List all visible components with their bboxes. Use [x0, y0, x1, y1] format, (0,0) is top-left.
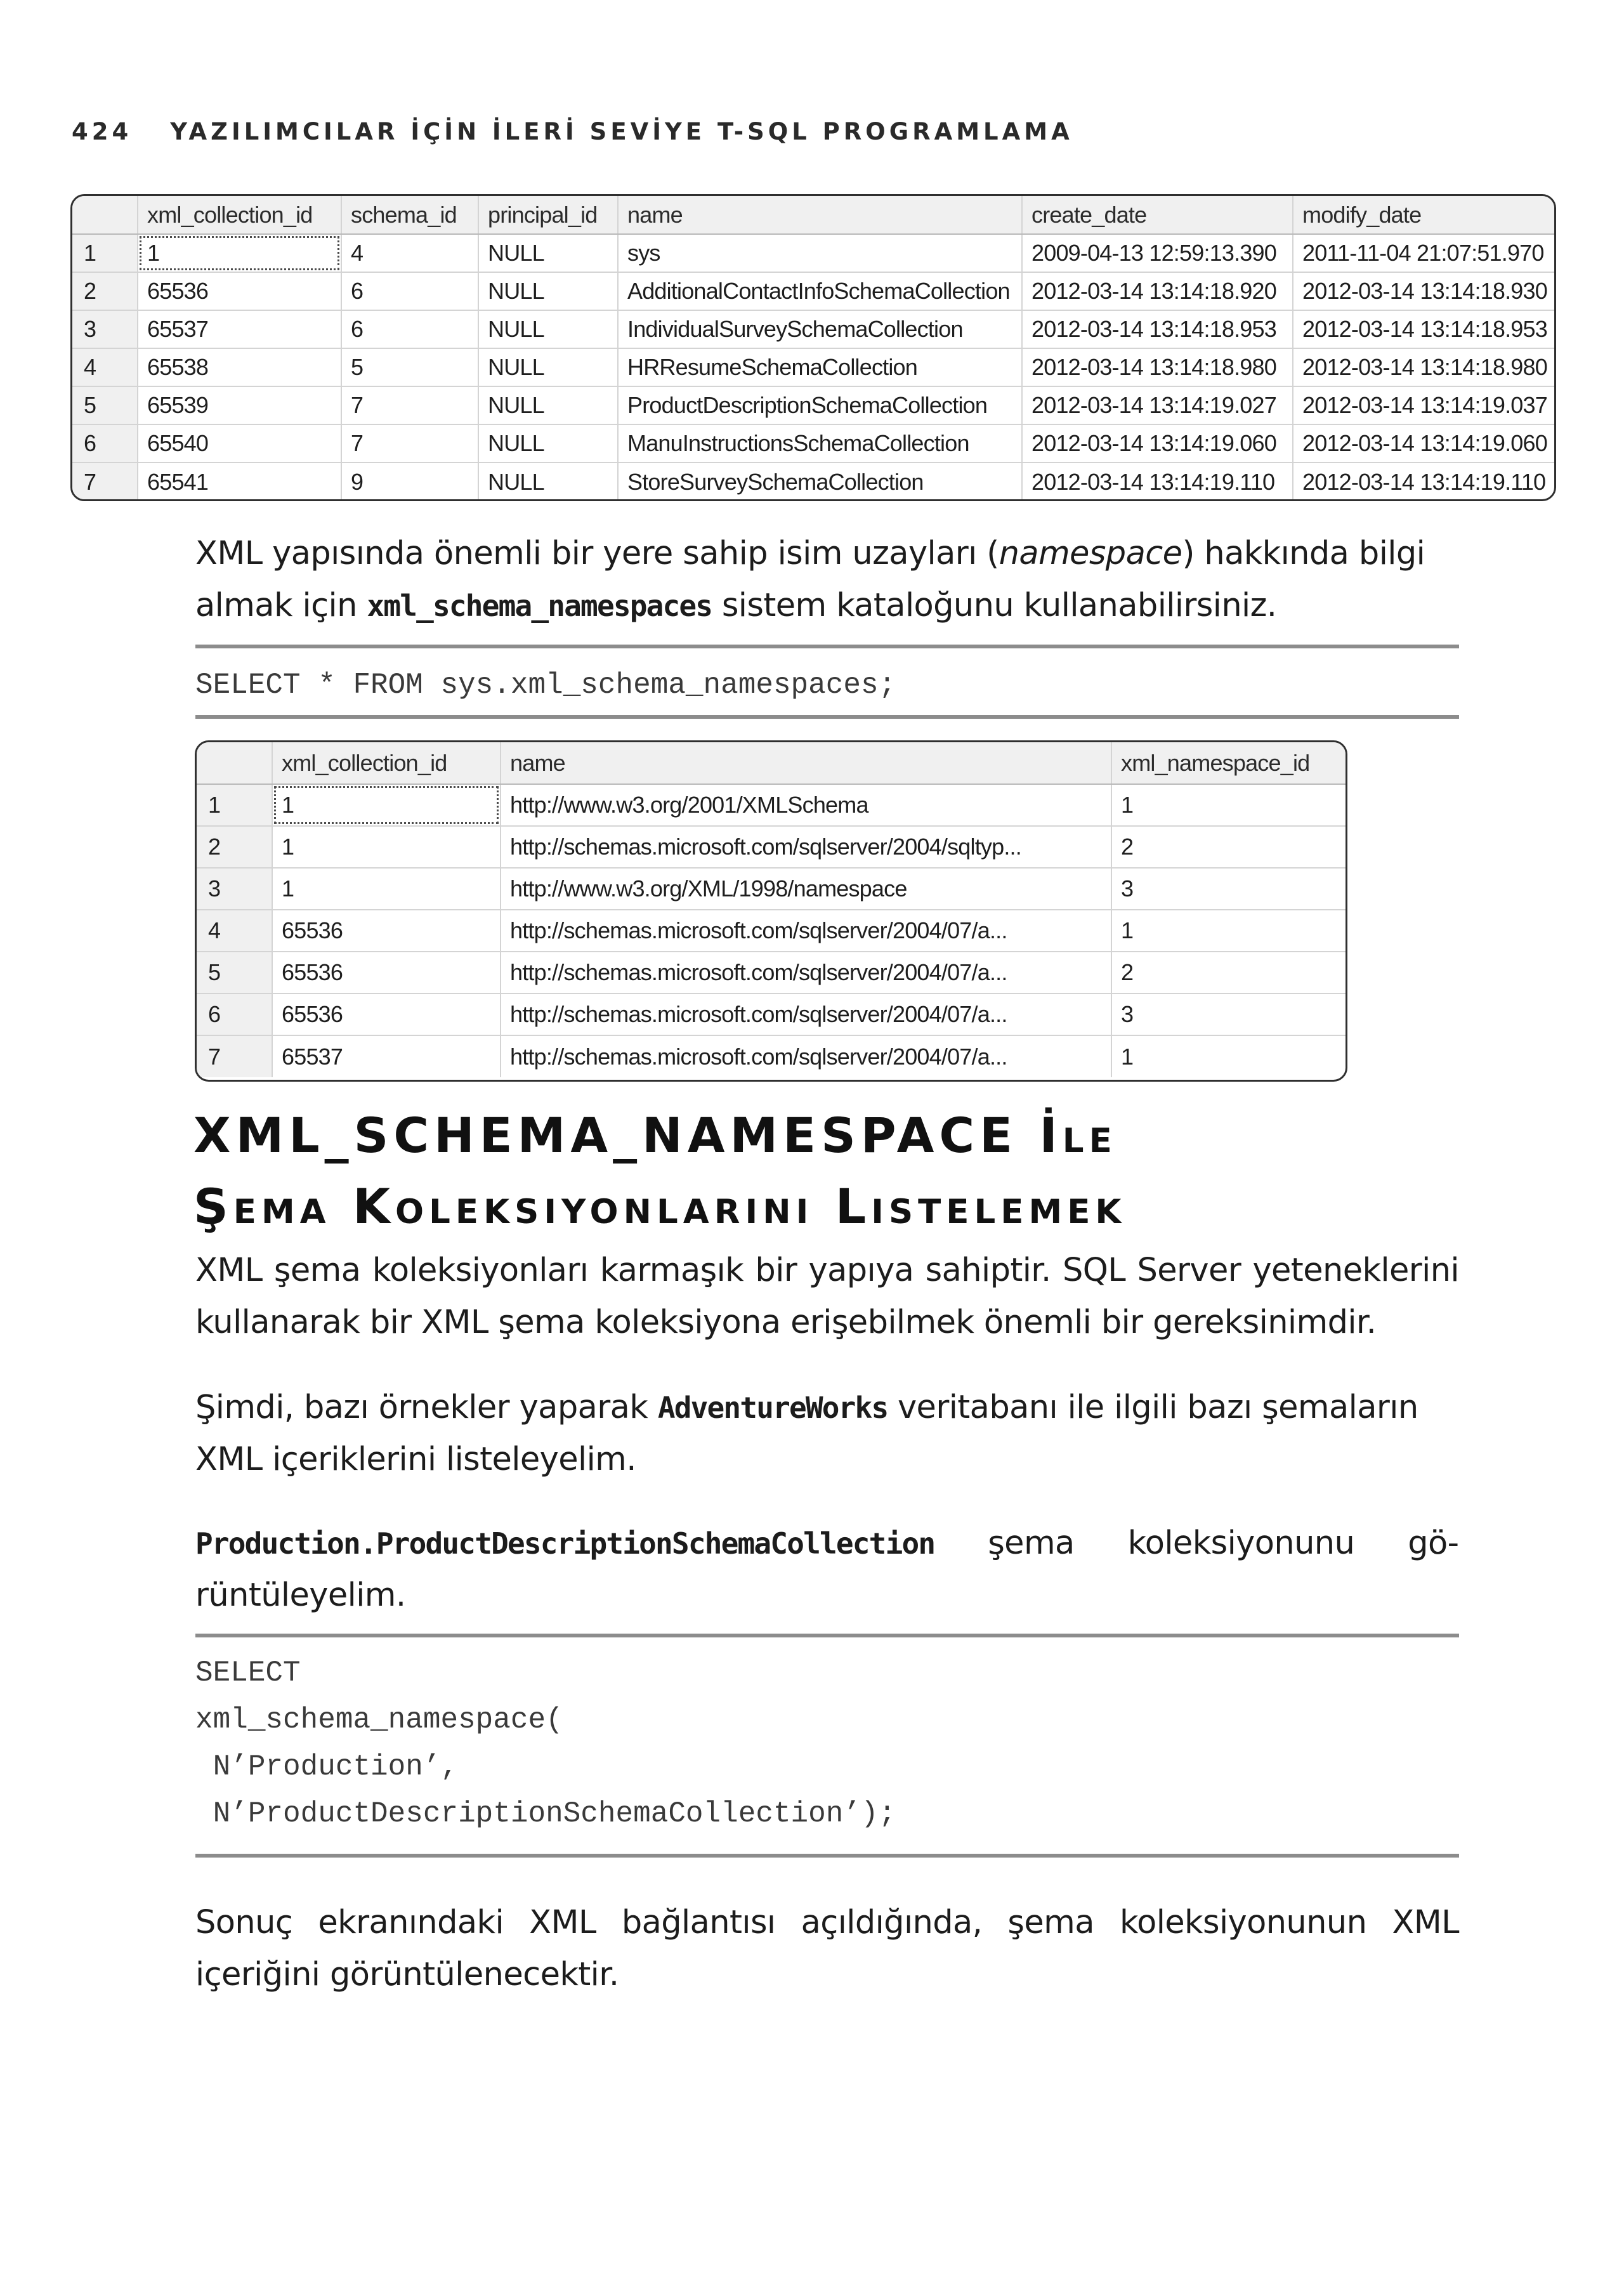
- grid-header-row: [72, 196, 1554, 234]
- column-header[interactable]: create_date: [1022, 196, 1293, 234]
- column-header[interactable]: xml_namespace_id: [1111, 742, 1346, 784]
- table-cell[interactable]: http://www.w3.org/XML/1998/namespace: [501, 868, 1111, 910]
- table-cell[interactable]: 2009-04-13 12:59:13.390: [1022, 234, 1293, 272]
- table-cell[interactable]: NULL: [478, 386, 618, 424]
- row-number[interactable]: 1: [72, 234, 138, 272]
- table-row[interactable]: [197, 826, 1346, 868]
- table-cell[interactable]: 65541: [138, 462, 341, 501]
- table-cell[interactable]: ManuInstructionsSchemaCollection: [618, 424, 1022, 462]
- column-header[interactable]: name: [501, 742, 1111, 784]
- paragraph-namespaces-intro: XML yapısında önemli bir yere sahip isim uzayları (namespace) hakkında bilgi almak için xml_schema_namespaces sistem kataloğunu kullanabilirsiniz.: [195, 535, 1425, 624]
- row-number[interactable]: 2: [72, 272, 138, 310]
- column-header[interactable]: xml_collection_id: [272, 742, 501, 784]
- code-block-xml-schema-namespace: SELECT xml_schema_namespace( N’Production’, N’ProductDescriptionSchemaCollection’);: [195, 1656, 896, 1830]
- table-cell[interactable]: 65537: [138, 310, 341, 348]
- table-cell[interactable]: 65539: [138, 386, 341, 424]
- code-rule-top: [195, 1634, 1459, 1637]
- table-cell[interactable]: 7: [341, 386, 478, 424]
- table-cell[interactable]: ProductDescriptionSchemaCollection: [618, 386, 1022, 424]
- grid-header-row: [197, 742, 1346, 784]
- row-number[interactable]: 3: [72, 310, 138, 348]
- table-row[interactable]: [72, 272, 1554, 310]
- section-heading-line-2: Şema Koleksiyonlarını Listelemek: [193, 1178, 1127, 1235]
- table-cell[interactable]: IndividualSurveySchemaCollection: [618, 310, 1022, 348]
- table-cell[interactable]: 1: [1111, 910, 1346, 952]
- table-cell[interactable]: 2012-03-14 13:14:19.060: [1293, 424, 1554, 462]
- table-cell[interactable]: 6: [341, 310, 478, 348]
- inline-code-collection: Production.ProductDescriptionSchemaCollection: [195, 1526, 935, 1561]
- table-cell[interactable]: 65538: [138, 348, 341, 386]
- code-block-select-namespaces: SELECT * FROM sys.xml_schema_namespaces;: [195, 669, 896, 702]
- column-header[interactable]: xml_collection_id: [138, 196, 341, 234]
- row-number[interactable]: 5: [72, 386, 138, 424]
- table-cell[interactable]: 2012-03-14 13:14:19.110: [1302, 468, 1546, 495]
- running-header: [72, 118, 1073, 145]
- row-number[interactable]: 3: [197, 868, 272, 910]
- table-cell[interactable]: 7: [341, 424, 478, 462]
- page-number: 424: [72, 118, 133, 145]
- table-cell[interactable]: 65536: [272, 952, 501, 993]
- table-cell[interactable]: 1: [272, 784, 501, 826]
- table-cell[interactable]: 65536: [138, 272, 341, 310]
- running-title: YAZILIMCILAR İÇİN İLERİ SEVİYE T-SQL PROGRAMLAMA: [170, 118, 1073, 145]
- table-cell[interactable]: http://schemas.microsoft.com/sqlserver/2004/sqltyp...: [501, 826, 1111, 868]
- results-grid-schema-collections[interactable]: [70, 194, 1556, 501]
- table-row[interactable]: [72, 386, 1554, 424]
- table-cell[interactable]: 2012-03-14 13:14:19.037: [1293, 386, 1554, 424]
- paragraph-schema-collections: XML şema koleksiyonları karmaşık bir yapıya sahiptir. SQL Server yeteneklerini kullanarak bir XML şema koleksiyona erişebilmek önemli bir gereksinimdir.: [195, 1252, 1459, 1341]
- table-row[interactable]: [197, 1035, 1346, 1077]
- row-number-header: [72, 196, 138, 234]
- table-cell[interactable]: 6: [341, 272, 478, 310]
- table-cell[interactable]: AdditionalContactInfoSchemaCollection: [618, 272, 1022, 310]
- table-row[interactable]: [72, 424, 1554, 462]
- table-cell[interactable]: 5: [341, 348, 478, 386]
- table-cell[interactable]: 2: [1111, 952, 1346, 993]
- table-cell[interactable]: 2012-03-14 13:14:19.060: [1022, 424, 1293, 462]
- table-cell[interactable]: 65537: [272, 1035, 501, 1077]
- inline-code-adventureworks: AdventureWorks: [657, 1391, 888, 1425]
- table-cell[interactable]: 2: [1111, 826, 1346, 868]
- table-cell[interactable]: HRResumeSchemaCollection: [618, 348, 1022, 386]
- table-row[interactable]: [197, 910, 1346, 952]
- paragraph-result: Sonuç ekranındaki XML bağlantısı açıldığında, şema koleksiyonunun XML içeriğini görüntülenecektir.: [195, 1904, 1459, 1993]
- paragraph-product-description: Production.ProductDescriptionSchemaCollection şema koleksiyonunu görüntüleyelim.: [195, 1524, 1459, 1614]
- table-row[interactable]: [72, 310, 1554, 348]
- table-row[interactable]: [72, 234, 1554, 272]
- table-cell[interactable]: StoreSurveySchemaCollection: [618, 462, 1022, 501]
- table-cell[interactable]: 4: [341, 234, 478, 272]
- table-cell[interactable]: NULL: [478, 348, 618, 386]
- code-rule-bottom: [195, 1854, 1459, 1858]
- code-rule-bottom: [195, 715, 1459, 719]
- column-header[interactable]: modify_date: [1293, 196, 1554, 234]
- table-cell[interactable]: NULL: [478, 272, 618, 310]
- table-cell[interactable]: NULL: [478, 424, 618, 462]
- table-cell[interactable]: 1: [1111, 784, 1346, 826]
- table-row[interactable]: [197, 993, 1346, 1035]
- table-cell[interactable]: 1: [272, 826, 501, 868]
- row-number[interactable]: 2: [197, 826, 272, 868]
- table-cell[interactable]: 9: [341, 462, 478, 501]
- table-cell[interactable]: NULL: [478, 234, 618, 272]
- table-row[interactable]: [197, 784, 1346, 826]
- table-cell[interactable]: 1: [138, 234, 341, 272]
- table-row[interactable]: [72, 348, 1554, 386]
- table-cell[interactable]: 2012-03-14 13:14:19.027: [1022, 386, 1293, 424]
- table-cell[interactable]: NULL: [478, 462, 618, 501]
- table-cell[interactable]: 1: [1121, 1043, 1134, 1070]
- results-grid-namespaces[interactable]: [195, 740, 1347, 1082]
- table-cell[interactable]: http://schemas.microsoft.com/sqlserver/2004/07/a...: [501, 1035, 1111, 1077]
- table-cell[interactable]: http://schemas.microsoft.com/sqlserver/2004/07/a...: [501, 993, 1111, 1035]
- section-heading-line-1: XML_SCHEMA_NAMESPACE İle: [193, 1107, 1117, 1164]
- row-number[interactable]: 5: [197, 952, 272, 993]
- code-rule-top: [195, 645, 1459, 648]
- table-cell[interactable]: 2012-03-14 13:14:18.930: [1293, 272, 1554, 310]
- table-cell[interactable]: 2011-11-04 21:07:51.970: [1293, 234, 1554, 272]
- paragraph-examples: Şimdi, bazı örnekler yaparak AdventureWorks veritabanı ile ilgili bazı şemaların XML içeriklerini listeleyelim.: [195, 1389, 1418, 1478]
- row-number[interactable]: 6: [72, 424, 138, 462]
- table-cell[interactable]: 2012-03-14 13:14:19.110: [1022, 462, 1293, 501]
- row-number[interactable]: 7: [197, 1035, 272, 1077]
- table-cell[interactable]: sys: [618, 234, 1022, 272]
- row-number[interactable]: 7: [72, 462, 138, 501]
- table-cell[interactable]: http://www.w3.org/2001/XMLSchema: [501, 784, 1111, 826]
- table-cell[interactable]: 3: [1111, 868, 1346, 910]
- table-cell[interactable]: 2012-03-14 13:14:18.953: [1293, 310, 1554, 348]
- table-cell[interactable]: 65540: [138, 424, 341, 462]
- column-header[interactable]: schema_id: [341, 196, 478, 234]
- row-number-header: [197, 742, 272, 784]
- table-cell[interactable]: http://schemas.microsoft.com/sqlserver/2004/07/a...: [501, 952, 1111, 993]
- table-cell[interactable]: 2012-03-14 13:14:18.980: [1022, 348, 1293, 386]
- row-number[interactable]: 1: [197, 784, 272, 826]
- table-cell[interactable]: 3: [1111, 993, 1346, 1035]
- table-cell[interactable]: 65536: [272, 910, 501, 952]
- table-cell[interactable]: NULL: [478, 310, 618, 348]
- row-number[interactable]: 4: [72, 348, 138, 386]
- table-cell[interactable]: 65536: [272, 993, 501, 1035]
- table-row[interactable]: [72, 462, 1554, 501]
- table-cell[interactable]: 2012-03-14 13:14:18.953: [1022, 310, 1293, 348]
- table-row[interactable]: [197, 952, 1346, 993]
- emphasis-namespace: namespace: [999, 535, 1182, 572]
- table-cell[interactable]: 2012-03-14 13:14:18.920: [1022, 272, 1293, 310]
- table-cell[interactable]: http://schemas.microsoft.com/sqlserver/2004/07/a...: [501, 910, 1111, 952]
- column-header[interactable]: name: [618, 196, 1022, 234]
- row-number[interactable]: 6: [197, 993, 272, 1035]
- table-cell[interactable]: 2012-03-14 13:14:18.980: [1293, 348, 1554, 386]
- table-row[interactable]: [197, 868, 1346, 910]
- row-number[interactable]: 4: [197, 910, 272, 952]
- section-heading: [193, 1100, 1526, 1242]
- column-header[interactable]: principal_id: [478, 196, 618, 234]
- inline-code-catalog: xml_schema_namespaces: [367, 589, 712, 623]
- table-cell[interactable]: 1: [272, 868, 501, 910]
